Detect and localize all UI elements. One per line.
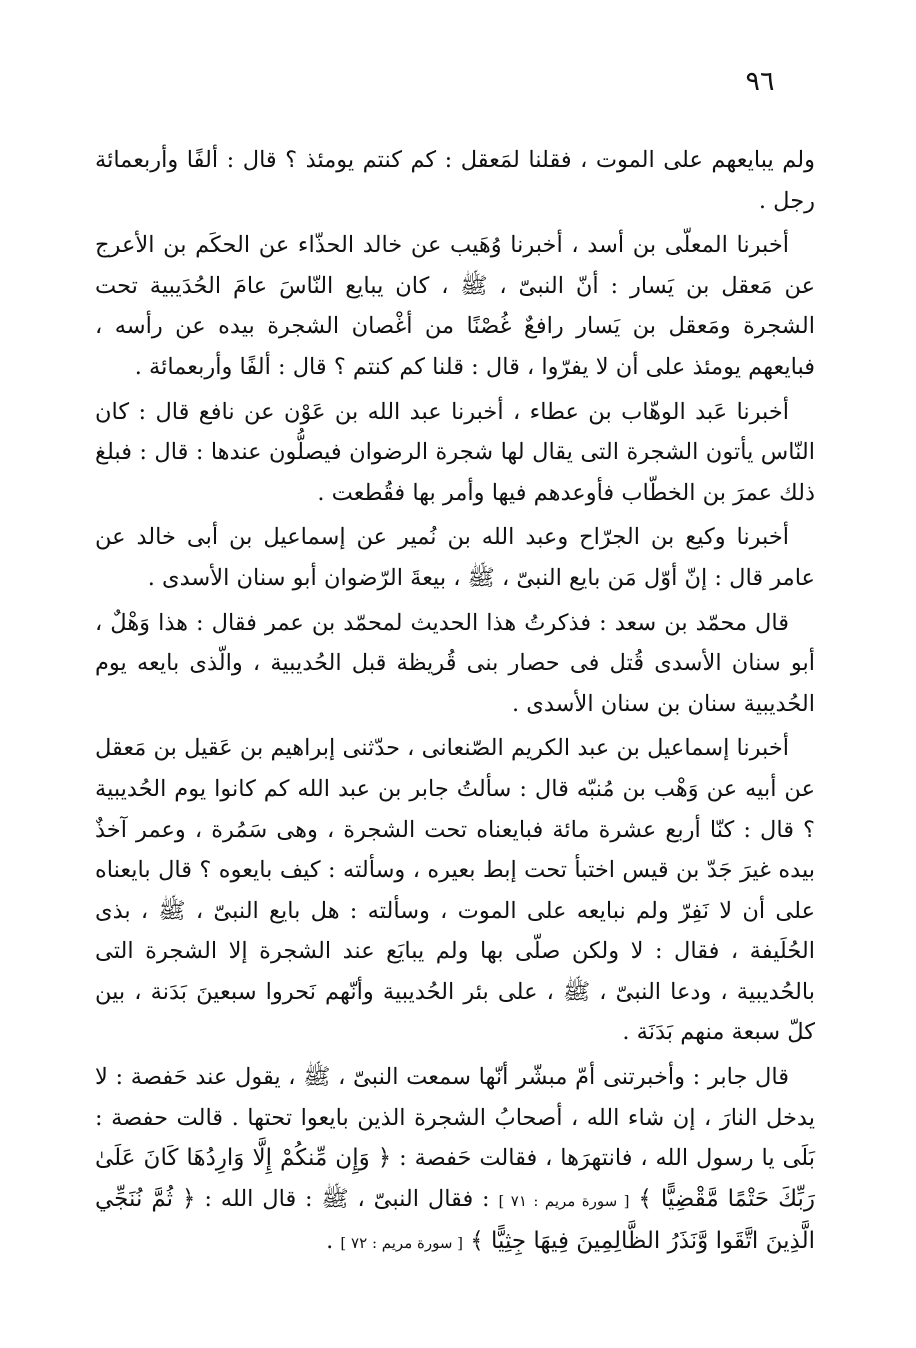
paragraph-4: أخبرنا وكيع بن الجرّاح وعبد الله بن نُمير عن إسماعيل بن أبى خالد عن عامر قال : إنّ أوّل مَن بايع النبىّ ، ﷺ ، بيعةَ الرّضوان أبو سنان الأسدى . (95, 524, 815, 591)
paragraph-7-lead: قال جابر : وأخبرتنى أمّ مبشّر أنّها سمعت النبىّ ، ﷺ ، يقول عند حَفصة : لا يدخل النارَ ، إن شاء الله ، أصحابُ الشجرة الذين بايعوا تحتها . قالت حفصة : بَلَى يا رسول الله ، فانتهرَها ، فقالت حَفصة : (95, 1064, 815, 1172)
paragraph-7-middle: : فقال النبىّ ، ﷺ : قال الله : (204, 1185, 490, 1212)
paragraph-5: قال محمّد بن سعد : فذكرتُ هذا الحديث لمحمّد بن عمر فقال : هذا وَهْلٌ ، أبو سنان الأسدى قُتل فى حصار بنى قُريظة قبل الحُديبية ، والّذى بايعه يوم الحُديبية سنان بن سنان الأسدى . (95, 609, 815, 717)
body-text (95, 140, 815, 1268)
paragraph-1: ولم يبايعهم على الموت ، فقلنا لمَعقل : كم كنتم يومئذ ؟ قال : ألفًا وأربعمائة رجل . (95, 147, 815, 214)
quran-verse-2: ﴿ ثُمَّ نُنَجِّي الَّذِينَ اتَّقَوا وَّنَذَرُ الظَّالِمِينَ فِيهَا جِثِيًّا ﴾ (95, 1185, 815, 1255)
sura-reference-1: [ سورة مريم : ٧١ ] (498, 1191, 630, 1210)
paragraph-7 (95, 1057, 815, 1264)
page-number: ٩٦ (745, 66, 775, 97)
paragraph-3: أخبرنا عَبد الوهّاب بن عطاء ، أخبرنا عبد الله بن عَوْن عن نافع قال : كان النّاس يأتون الشجرة التى يقال لها شجرة الرضوان فيصلُّون عندها : قال : فبلغ ذلك عمرَ بن الخطّاب فأوعدهم فيها وأمر بها فقُطعت . (95, 398, 815, 506)
sura-reference-2: [ سورة مريم : ٧٢ ] (340, 1234, 464, 1253)
paragraph-6: أخبرنا إسماعيل بن عبد الكريم الصّنعانى ، حدّثنى إبراهيم بن عَقيل بن مَعقل عن أبيه عن وَهْب بن مُنبّه قال : سألتُ جابر بن عبد الله كم كانوا يوم الحُديبية ؟ قال : كنّا أربع عشرة مائة فبايعناه تحت الشجرة ، وهى سَمُرة ، وعمر آخذٌ بيده غيرَ جَدّ بن قيس اختبأ تحت إبط بعيره ، وسألته : كيف بايعوه ؟ قال بايعناه على أن لا نَفِرّ ولم نبايعه على الموت ، وسألته : هل بايع النبىّ ، ﷺ ، بذى الحُلَيفة ، فقال : لا ولكن صلّى بها ولم يبايَع عند الشجرة إلا الشجرة التى بالحُديبية ، ودعا النبىّ ، ﷺ ، على بئر الحُديبية وأنّهم نَحروا سبعينَ بَدَنة ، بين كلّ سبعة منهم بَدَنَة . (95, 735, 815, 1046)
paragraph-2: أخبرنا المعلّى بن أسد ، أخبرنا وُهَيب عن خالد الحذّاء عن الحكَم بن الأعرج عن مَعقل بن يَسار : أنّ النبىّ ، ﷺ ، كان يبايع النّاسَ عامَ الحُدَيبية تحت الشجرة ومَعقل بن يَسار رافعٌ غُصْنًا من أغْصان الشجرة بيده عن رأسه ، فبايعهم يومئذ على أن لا يفرّوا ، قال : قلنا كم كنتم ؟ قال : ألفًا وأربعمائة . (95, 232, 815, 380)
paragraph-7-end: . (326, 1228, 334, 1255)
quran-verse-1: ﴿ وَإِن مِّنكُمْ إِلَّا وَارِدُهَا كَانَ عَلَىٰ رَبِّكَ حَتْمًا مَّقْضِيًّا ﴾ (95, 1145, 816, 1212)
